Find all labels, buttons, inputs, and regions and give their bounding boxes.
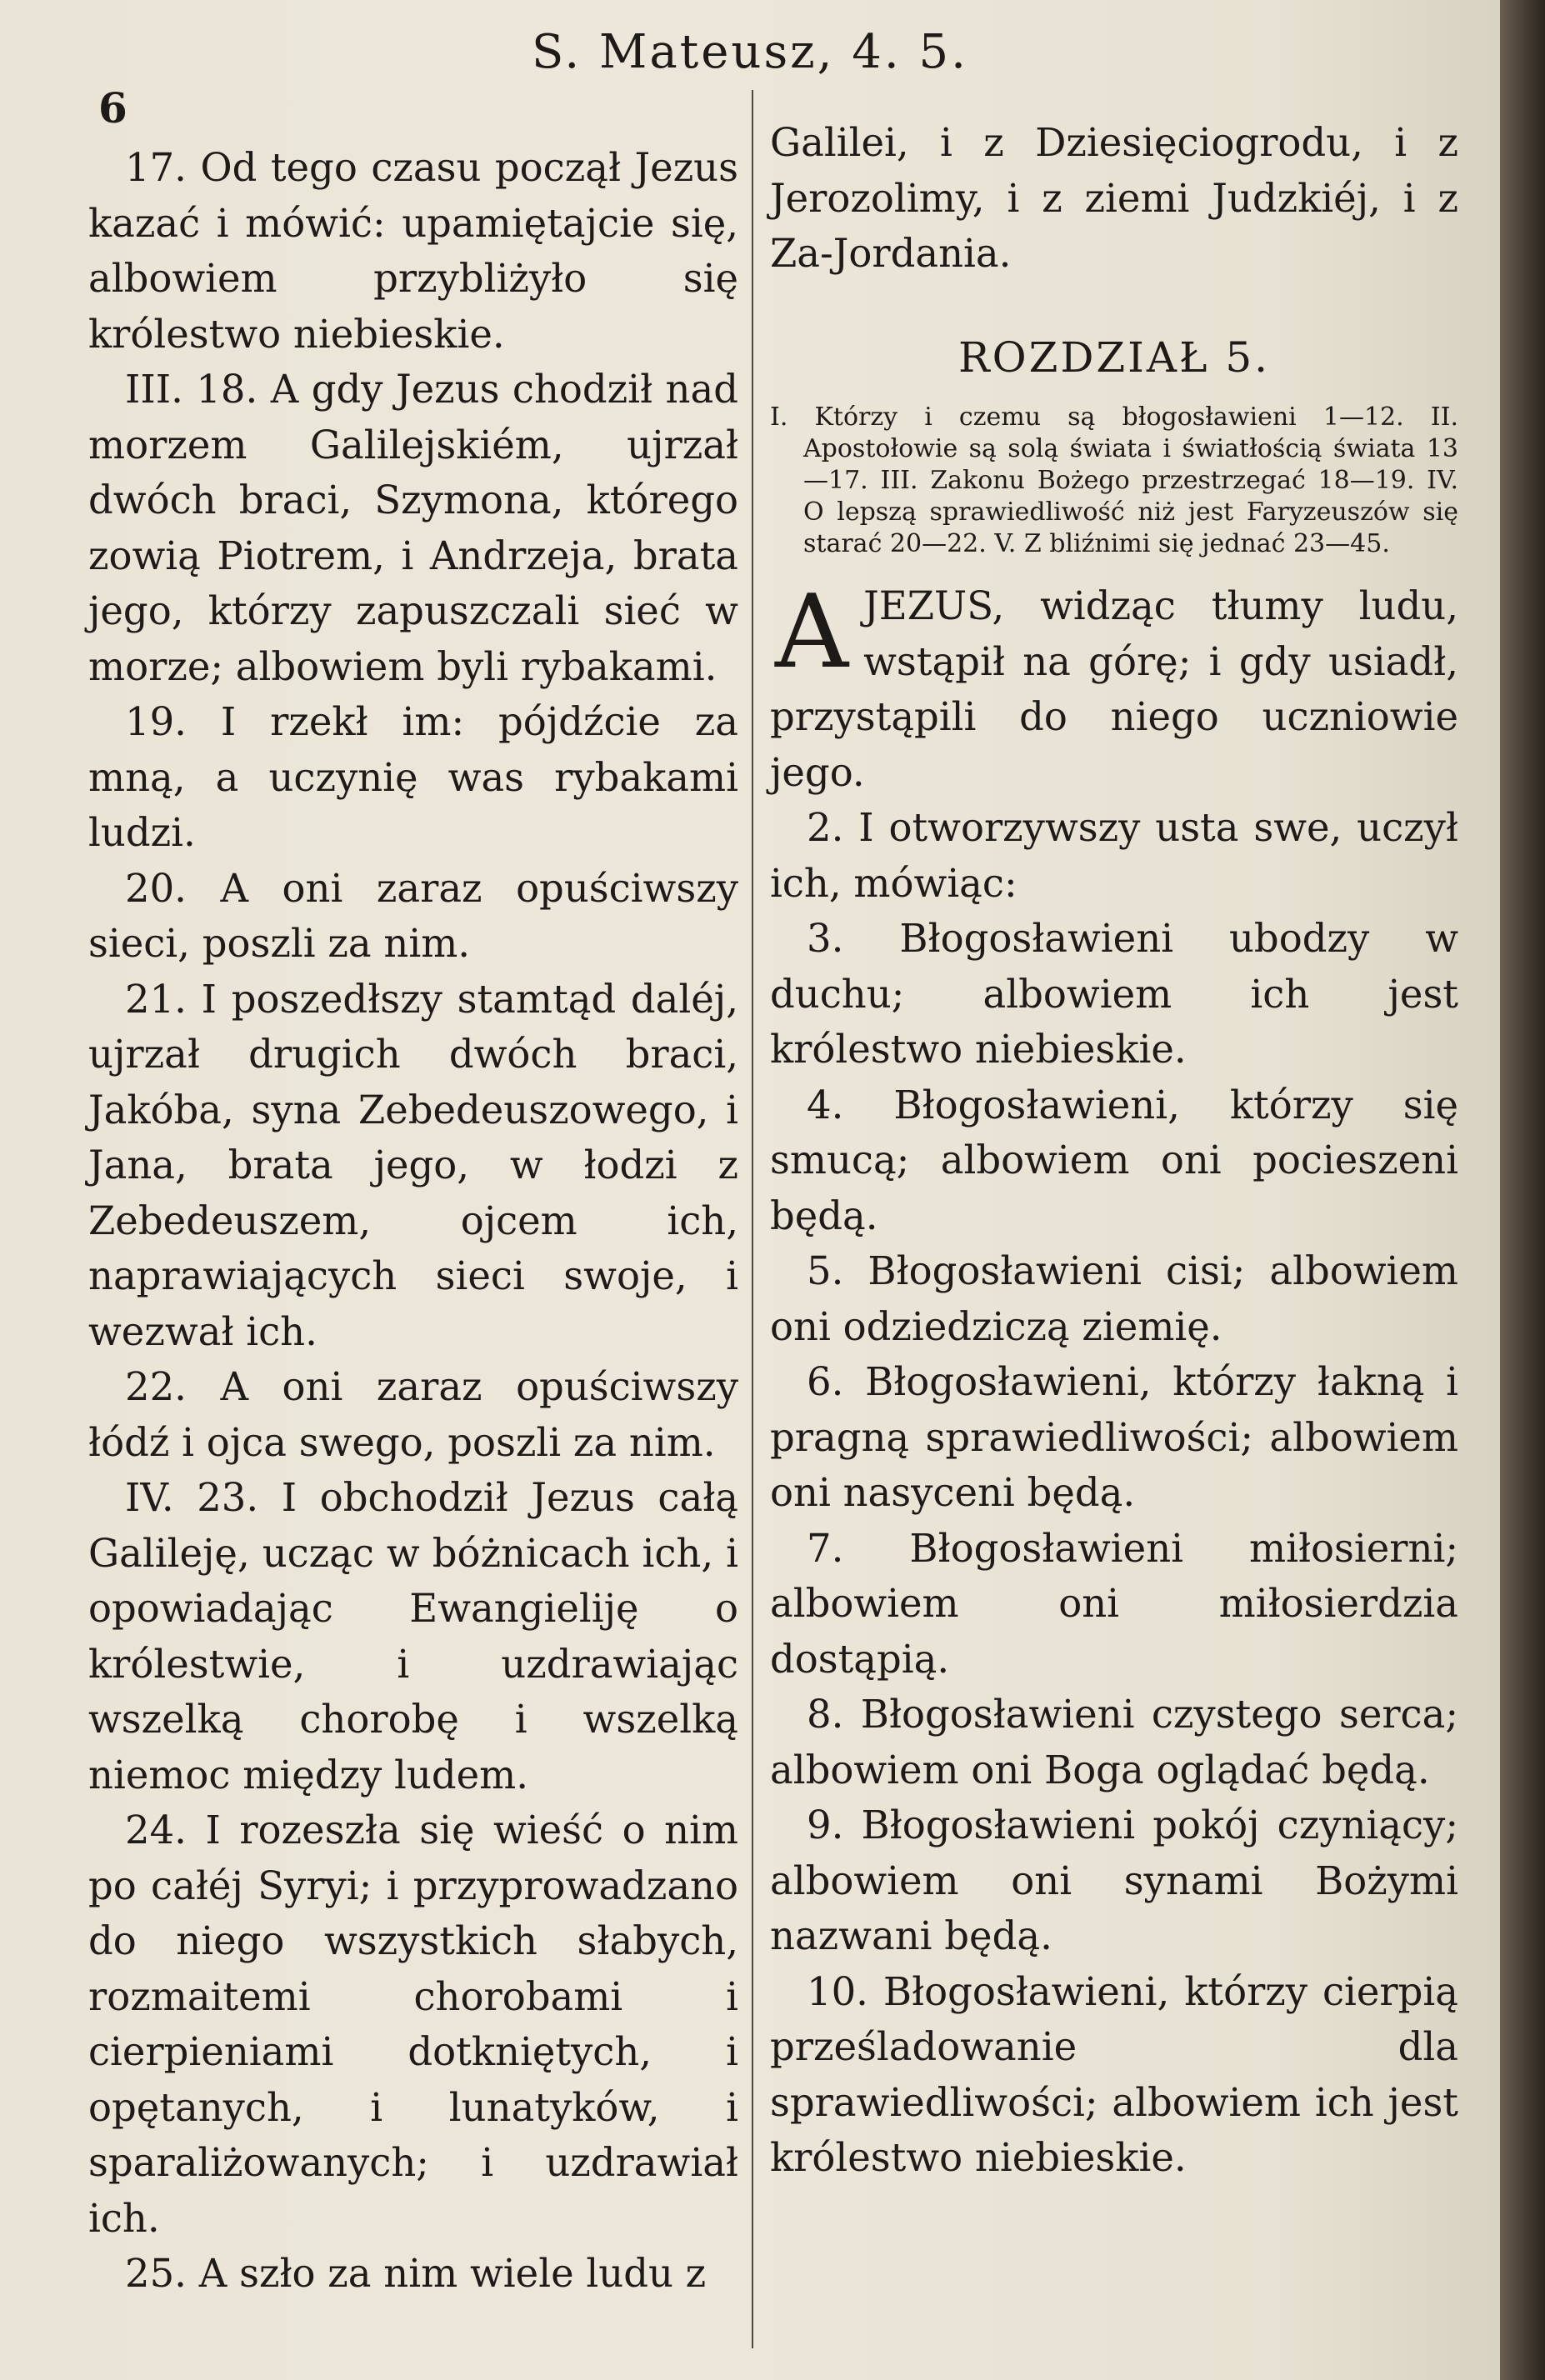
verse-4-20: 20. A oni zaraz opuściwszy sieci, poszli za nim.: [88, 865, 738, 966]
drop-cap: A: [775, 572, 849, 691]
verse-4-23: IV. 23. I obchodził Jezus całą Galileję, ucząc w bóżnicach ich, i opowiadając Ewangieliję o królestwie, i uzdrawiając wszelką chorobę i wszelką niemoc między ludem.: [88, 1475, 738, 1798]
verse-5-7: 7. Błogosławieni miłosierni; albowiem oni miłosierdzia dostąpią.: [770, 1525, 1458, 1682]
verse-5-1: [770, 572, 1458, 800]
verse-5-3: 3. Błogosławieni ubodzy w duchu; albowiem ich jest królestwo niebieskie.: [770, 916, 1458, 1072]
verse-4-21: 21. I poszedłszy stamtąd daléj, ujrzał drugich dwóch braci, Jakóba, syna Zebedeuszowego, i Jana, brata jego, w łodzi z Zebedeuszem, ojcem ich, naprawiających sieci swoje, i wezwał ich.: [88, 976, 738, 1354]
chapter-heading: ROZDZIAŁ 5.: [958, 332, 1271, 382]
column-divider: [752, 90, 753, 2348]
verse-5-10: 10. Błogosławieni, którzy cierpią prześladowanie dla sprawiedliwości; albowiem ich jest królestwo niebieskie.: [770, 1968, 1458, 2180]
verse-5-1-text: JEZUS, widząc tłumy ludu, wstąpił na górę; i gdy usiadł, przystąpili do niego uczniowie jego.: [770, 583, 1458, 795]
verse-5-9: 9. Błogosławieni pokój czyniący; albowiem oni synami Bożymi nazwani będą.: [770, 1802, 1458, 1958]
page-number: 6: [98, 83, 128, 132]
verse-5-8: 8. Błogosławieni czystego serca; albowiem oni Boga oglądać będą.: [770, 1692, 1458, 1792]
verse-5-4: 4. Błogosławieni, którzy się smucą; albowiem oni pocieszeni będą.: [770, 1082, 1458, 1238]
right-column: [770, 115, 1458, 2186]
running-head: S. Mateusz, 4. 5.: [532, 25, 968, 79]
chapter-summary: I. Którzy i czemu są błogosławieni 1—12. II. Apostołowie są solą świata i światłością świata 13—17. III. Zakonu Bożego przestrzegać 18—19. IV. O lepszą sprawiedliwość niż jest Faryzeuszów się starać 20—22. V. Z bliźnimi się jednać 23—45.: [770, 402, 1458, 558]
verse-5-2: 2. I otworzywszy usta swe, uczył ich, mówiąc:: [770, 805, 1458, 906]
verse-4-19: 19. I rzekł im: pójdźcie za mną, a uczynię was rybakami ludzi.: [88, 699, 738, 855]
verse-4-22: 22. A oni zaraz opuściwszy łódź i ojca swego, poszli za nim.: [88, 1364, 738, 1465]
verse-4-18: III. 18. A gdy Jezus chodził nad morzem Galilejskiém, ujrzał dwóch braci, Szymona, którego zowią Piotrem, i Andrzeja, brata jego, którzy zapuszczali sieć w morze; albowiem byli rybakami.: [88, 367, 738, 689]
verse-5-6: 6. Błogosławieni, którzy łakną i pragną sprawiedliwości; albowiem oni nasyceni będą.: [770, 1359, 1458, 1515]
verse-4-24: 24. I rozeszła się wieść o nim po całéj Syryi; i przyprowadzano do niego wszystkich słabych, rozmaitemi chorobami i cierpieniami dotkniętych, i opętanych, i lunatyków, i sparaliżowanych; i uzdrawiał ich.: [88, 1808, 738, 2241]
verse-5-5: 5. Błogosławieni cisi; albowiem oni odziedziczą ziemię.: [770, 1248, 1458, 1349]
verse-4-25-continuation: Galilei, i z Dziesięciogrodu, i z Jerozolimy, i z ziemi Judzkiéj, i z Za-Jordania.: [770, 120, 1458, 276]
page-edge: [1500, 0, 1545, 2380]
verse-4-25: 25. A szło za nim wiele ludu z: [125, 2251, 707, 2296]
left-column: [88, 140, 738, 2302]
verse-4-17: 17. Od tego czasu począł Jezus kazać i mówić: upamiętajcie się, albowiem przybliżyło się królestwo niebieskie.: [88, 145, 738, 357]
